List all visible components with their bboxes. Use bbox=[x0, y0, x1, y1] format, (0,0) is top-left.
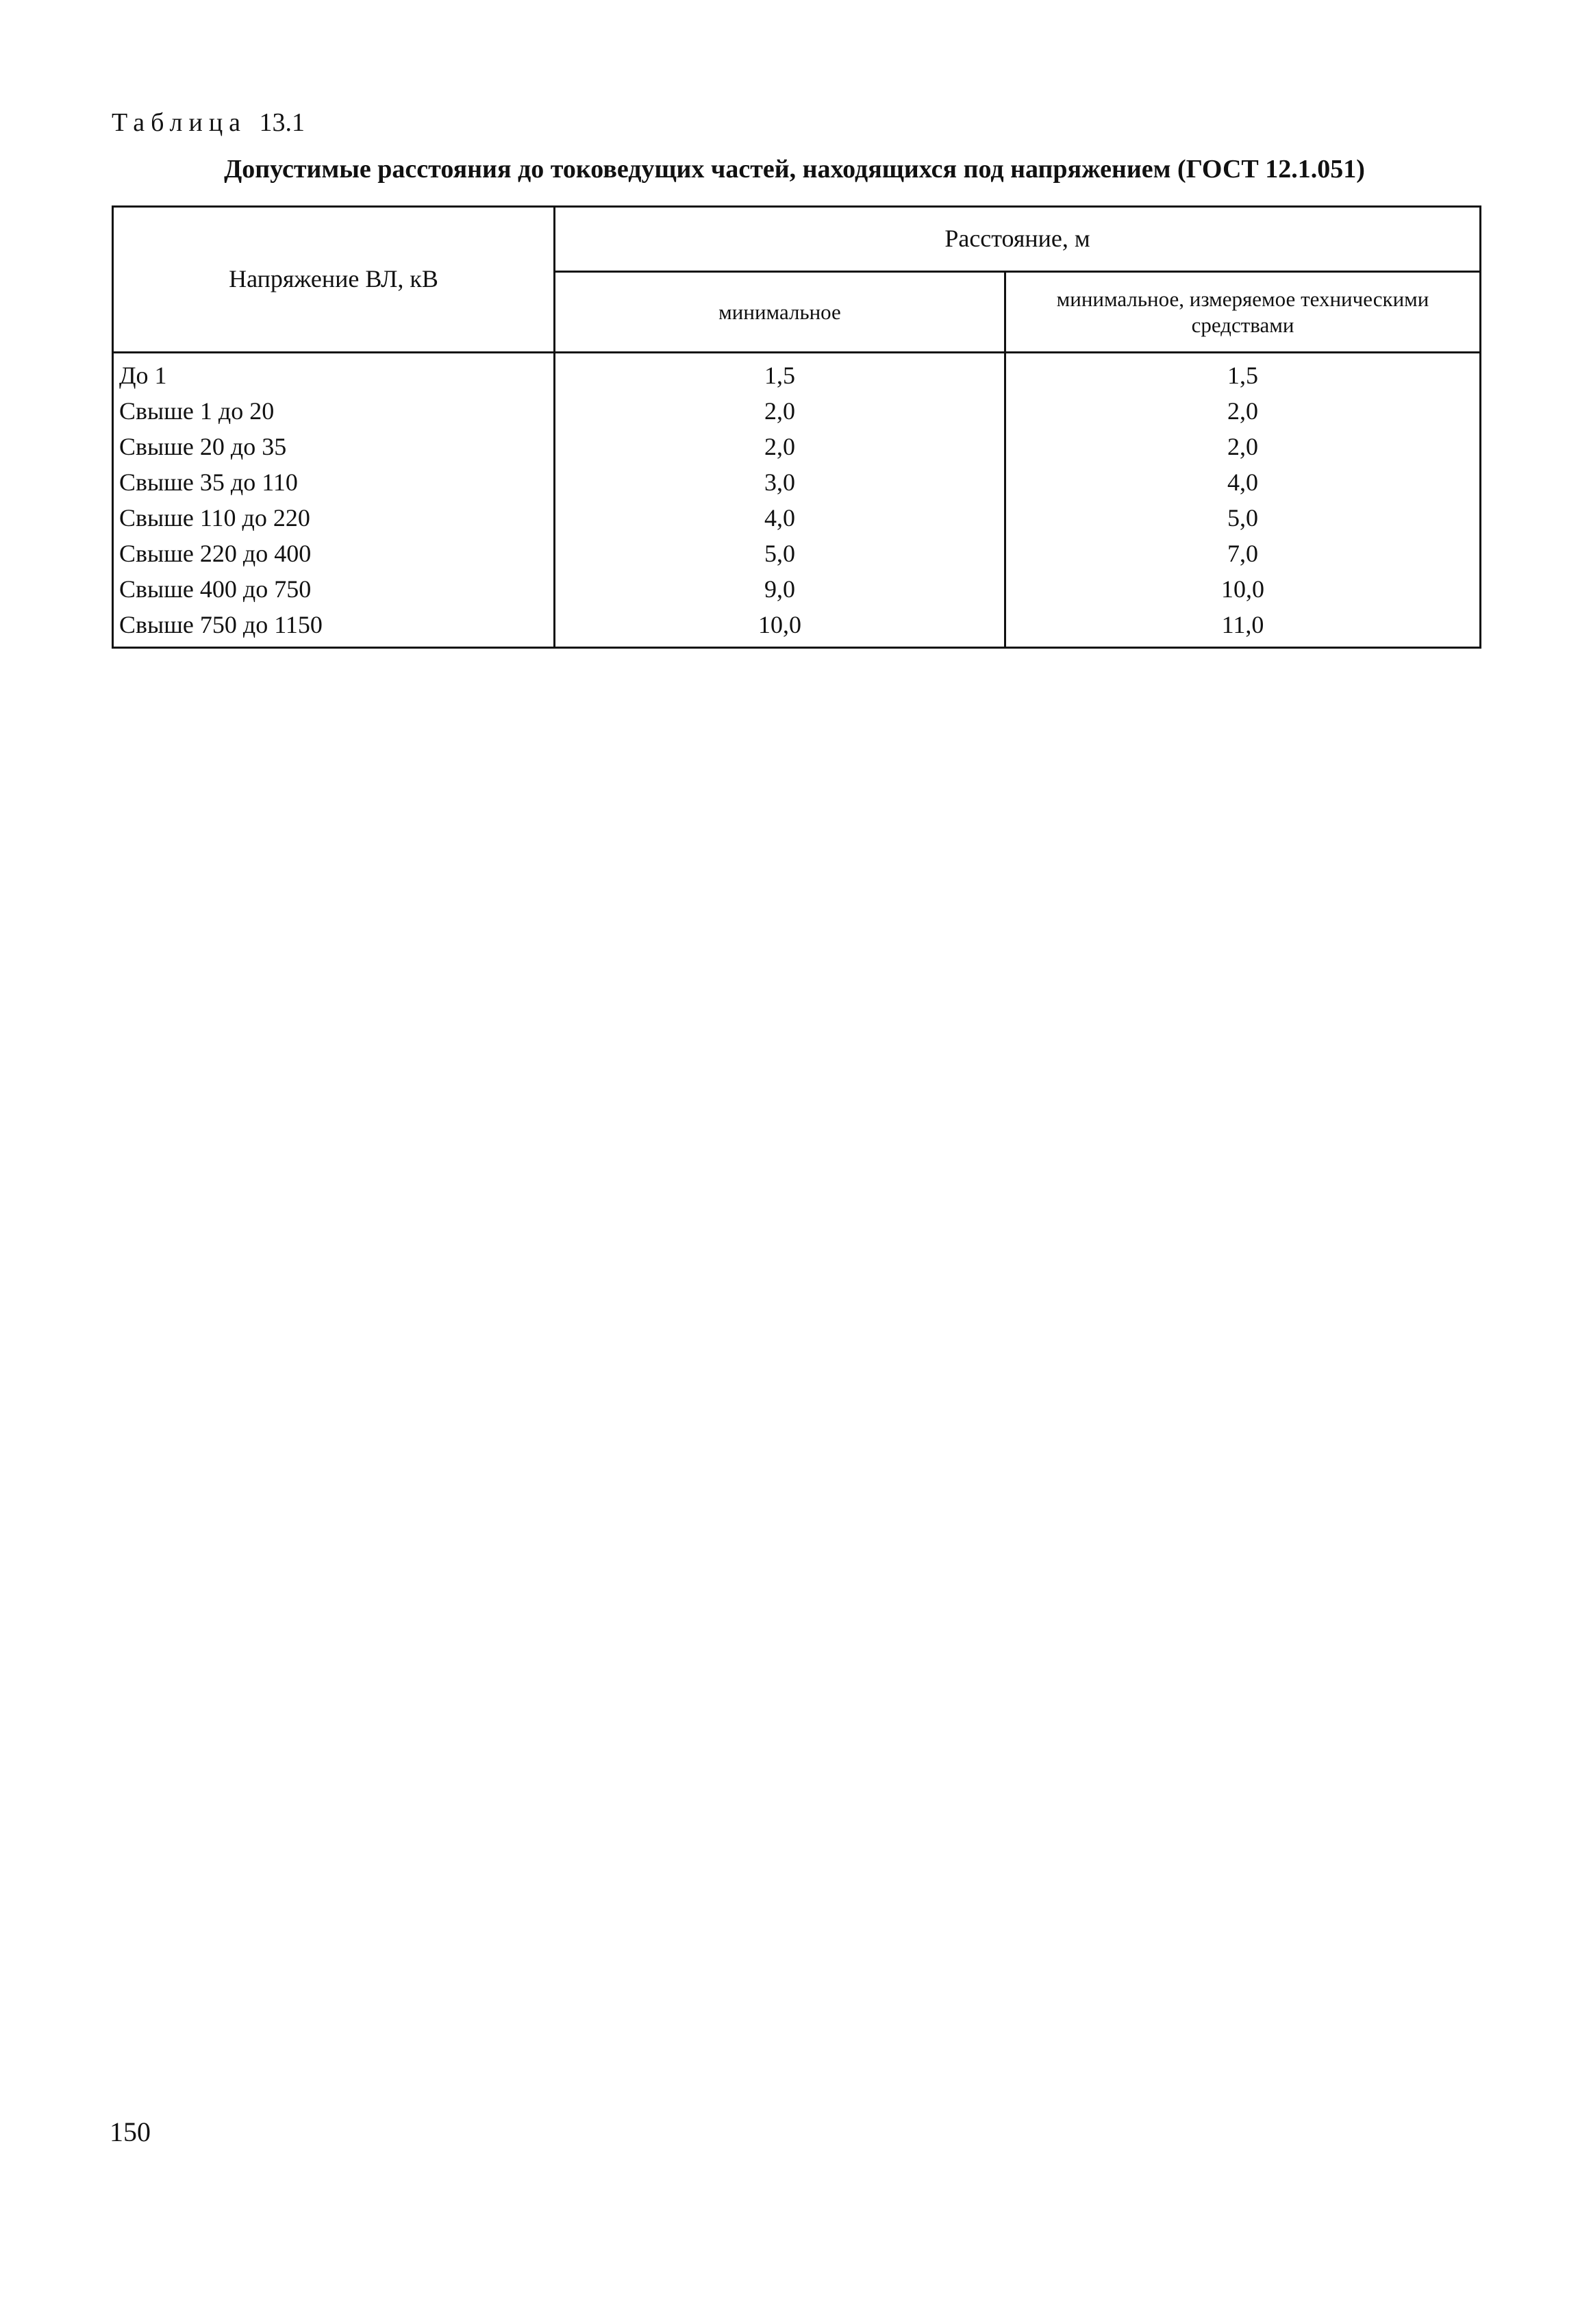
cell-voltage: До 1 bbox=[113, 353, 555, 394]
table-row bbox=[113, 536, 1481, 571]
table-row bbox=[113, 571, 1481, 607]
header-distance: Расстояние, м bbox=[555, 207, 1481, 272]
cell-min: 2,0 bbox=[555, 393, 1005, 429]
cell-min-measured: 2,0 bbox=[1005, 393, 1481, 429]
table-header bbox=[113, 207, 1481, 353]
cell-voltage: Свыше 220 до 400 bbox=[113, 536, 555, 571]
cell-min: 3,0 bbox=[555, 464, 1005, 500]
cell-min-measured: 2,0 bbox=[1005, 429, 1481, 464]
cell-min-measured: 10,0 bbox=[1005, 571, 1481, 607]
cell-voltage: Свыше 750 до 1150 bbox=[113, 607, 555, 648]
cell-voltage: Свыше 400 до 750 bbox=[113, 571, 555, 607]
table-label-number: 13.1 bbox=[259, 108, 305, 137]
header-row-top bbox=[113, 207, 1481, 272]
cell-min-measured: 4,0 bbox=[1005, 464, 1481, 500]
table-row bbox=[113, 393, 1481, 429]
cell-voltage: Свыше 1 до 20 bbox=[113, 393, 555, 429]
table-row bbox=[113, 500, 1481, 536]
cell-voltage: Свыше 110 до 220 bbox=[113, 500, 555, 536]
table-body bbox=[113, 353, 1481, 648]
table-row bbox=[113, 607, 1481, 648]
cell-voltage: Свыше 35 до 110 bbox=[113, 464, 555, 500]
header-voltage: Напряжение ВЛ, кВ bbox=[113, 207, 555, 353]
table-row bbox=[113, 353, 1481, 394]
cell-min-measured: 11,0 bbox=[1005, 607, 1481, 648]
table-row bbox=[113, 429, 1481, 464]
table-label bbox=[112, 110, 305, 136]
cell-min: 4,0 bbox=[555, 500, 1005, 536]
distance-table bbox=[112, 205, 1481, 649]
cell-min-measured: 7,0 bbox=[1005, 536, 1481, 571]
header-min: минимальное bbox=[555, 272, 1005, 353]
table-label-word: Таблица bbox=[112, 108, 247, 137]
cell-min: 1,5 bbox=[555, 353, 1005, 394]
cell-min-measured: 1,5 bbox=[1005, 353, 1481, 394]
table-row bbox=[113, 464, 1481, 500]
cell-min: 2,0 bbox=[555, 429, 1005, 464]
cell-min-measured: 5,0 bbox=[1005, 500, 1481, 536]
cell-min: 10,0 bbox=[555, 607, 1005, 648]
cell-min: 5,0 bbox=[555, 536, 1005, 571]
page-number: 150 bbox=[110, 2116, 151, 2147]
cell-voltage: Свыше 20 до 35 bbox=[113, 429, 555, 464]
header-min-measured: минимальное, измеряемое техническими средствами bbox=[1005, 272, 1481, 353]
cell-min: 9,0 bbox=[555, 571, 1005, 607]
table-title: Допустимые расстояния до токоведущих частей, находящихся под напряжением (ГОСТ 12.1.051) bbox=[224, 155, 1365, 184]
